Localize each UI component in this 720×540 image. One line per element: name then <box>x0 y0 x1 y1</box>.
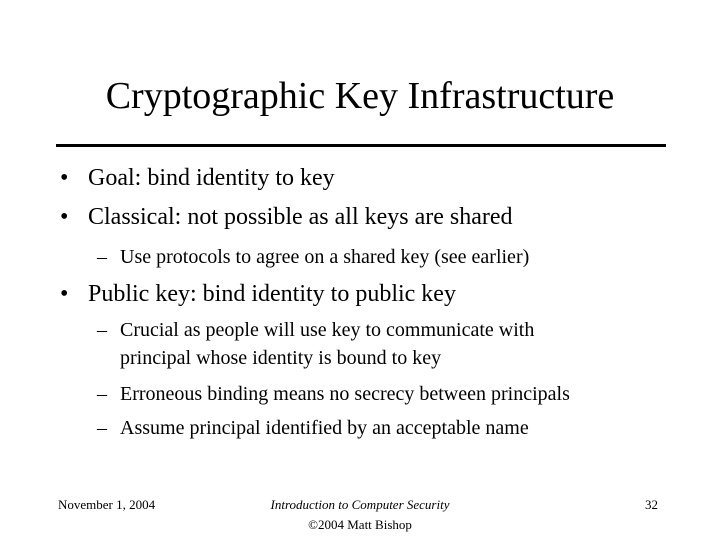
page-number: 32 <box>645 497 658 512</box>
sub-bullet-text-line2: principal whose identity is bound to key <box>120 347 442 369</box>
sub-bullet-text-line1: Crucial as people will use key to communicate with <box>120 319 535 341</box>
sub-bullet-marker: – <box>97 246 107 268</box>
sub-bullet-text: Erroneous binding means no secrecy between principals <box>120 383 570 405</box>
bullet-text: Classical: not possible as all keys are shared <box>88 204 513 230</box>
bullet-marker: • <box>60 165 69 191</box>
footer-course: Introduction to Computer Security <box>270 497 450 512</box>
sub-bullet-marker: – <box>97 319 107 341</box>
footer-course-info <box>210 495 510 535</box>
sub-bullet-text: Use protocols to agree on a shared key (see earlier) <box>120 246 530 268</box>
sub-bullet-marker: – <box>97 383 107 405</box>
sub-bullet-text: Assume principal identified by an acceptable name <box>120 417 529 439</box>
footer-copyright: ©2004 Matt Bishop <box>308 517 412 532</box>
bullet-text: Goal: bind identity to key <box>88 165 335 191</box>
footer-date: November 1, 2004 <box>58 497 156 512</box>
bullet-marker: • <box>60 204 69 230</box>
bullet-text: Public key: bind identity to public key <box>88 281 456 307</box>
slide-title: Cryptographic Key Infrastructure <box>105 75 615 117</box>
sub-bullet-marker: – <box>97 417 107 439</box>
title-divider <box>56 144 666 147</box>
bullet-marker: • <box>60 281 69 307</box>
